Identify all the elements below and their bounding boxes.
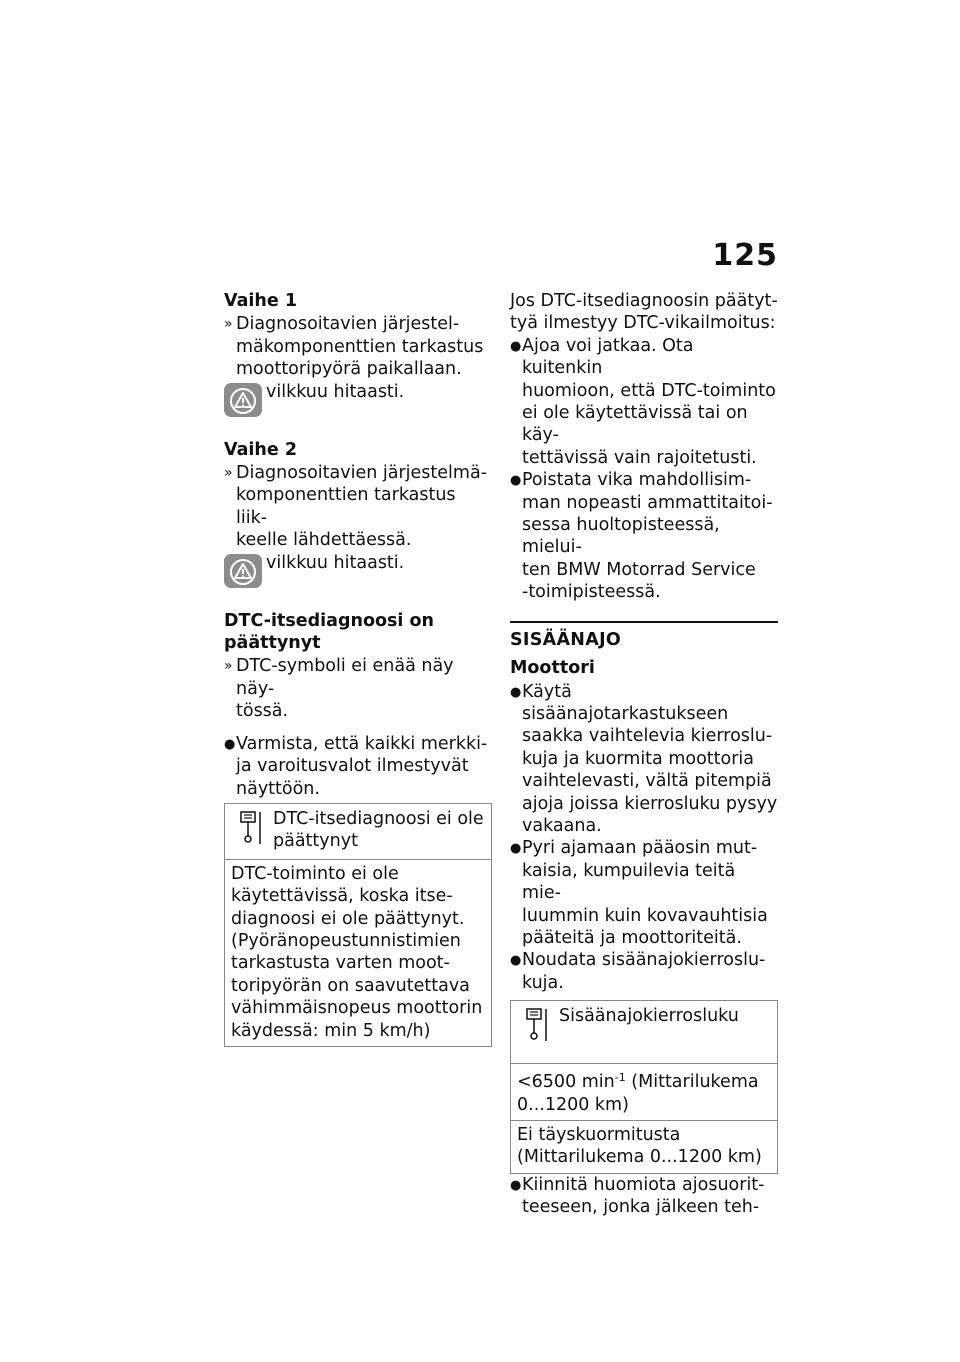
step1-icon-text: vilkkuu hitaasti. — [266, 381, 405, 402]
text-line: teeseen, jonka jälkeen teh- — [522, 1197, 760, 1218]
text-line: päättynyt — [224, 633, 321, 654]
text-line: päättynyt — [273, 831, 358, 852]
engine-spec-icon — [525, 1007, 549, 1049]
text-line: sessa huoltopisteessä, mielui- — [522, 515, 720, 558]
section-title: SISÄÄNAJO — [510, 629, 622, 650]
text-line: Varmista, että kaikki merkki- — [236, 733, 488, 754]
text-line: diagnoosi ei ole päättynyt. — [231, 908, 465, 929]
runin-rpm-box — [510, 1000, 778, 1174]
text-line: kuja ja kuormita moottoria — [522, 748, 754, 769]
text-line: keelle lähdettäessä. — [236, 530, 412, 551]
text-line: tettävissä vain rajoitetusti. — [522, 447, 757, 468]
dtc-info-box — [224, 803, 492, 1047]
step2-result-text — [236, 462, 492, 552]
done-bullet-text — [236, 733, 492, 800]
text-line: pääteitä ja moottoriteitä. — [522, 927, 742, 948]
rpm-limit-range: 0...1200 km) — [517, 1094, 629, 1115]
runin-bullet-1-text — [522, 681, 778, 838]
done-title — [224, 610, 492, 655]
dtc-fault-intro — [510, 290, 778, 335]
text-line: ei ole käytettävissä tai on käy- — [522, 403, 748, 446]
runin-box-row-2 — [511, 1121, 777, 1173]
text-line: ajoja joissa kierrosluku pysyy — [522, 793, 778, 814]
text-line: Jos DTC-itsediagnoosin päätyt- — [510, 291, 778, 311]
text-line: tyä ilmestyy DTC-vikailmoitus: — [510, 313, 776, 334]
text-line: näyttöön. — [236, 778, 320, 799]
text-line: DTC-symboli ei enää näy näy- — [236, 656, 454, 699]
text-line: käytettävissä, koska itse- — [231, 886, 453, 907]
text-line: Ei täyskuormitusta — [517, 1125, 681, 1145]
text-line: ten BMW Motorrad Service — [522, 559, 756, 580]
fault-bullet-1 — [510, 335, 778, 469]
text-line: man nopeasti ammattitaitoi- — [522, 492, 773, 513]
text-line: Käytä sisäänajotarkastukseen — [522, 681, 729, 724]
text-line: tössä. — [236, 701, 289, 722]
step2-title: Vaihe 2 — [224, 439, 297, 460]
text-line: huomioon, että DTC-toiminto — [522, 380, 776, 401]
bullet-dot-icon: ● — [224, 736, 236, 752]
fault-bullet-2 — [510, 469, 778, 603]
text-line: kuja. — [522, 972, 564, 993]
page-number: 125 — [712, 238, 778, 273]
bullet-dot-icon: ● — [510, 473, 522, 489]
warning-triangle-icon — [224, 554, 262, 588]
text-line: Diagnosoitavien järjestel- — [236, 314, 460, 335]
section-divider — [510, 621, 778, 651]
text-line: kaisia, kumpuilevia teitä mie- — [522, 860, 736, 904]
text-line: moottoripyörä paikallaan. — [236, 359, 462, 380]
rpm-unit-exponent: -1 — [614, 1071, 626, 1085]
runin-bullet-1 — [510, 681, 778, 838]
dtc-box-header-text — [273, 808, 485, 853]
step1-result — [224, 313, 492, 380]
runin-bullet-4-text — [522, 1174, 778, 1219]
text-line: DTC-toiminto ei ole — [231, 863, 399, 884]
text-line: vaihtelevasti, vältä pitempiä — [522, 771, 772, 792]
text-line: ja varoitusvalot ilmestyvät — [236, 756, 469, 777]
runin-bullet-2-text — [522, 837, 778, 949]
rpm-limit-value: <6500 min — [517, 1072, 615, 1093]
done-bullet — [224, 733, 492, 800]
fault-bullet-1-text — [522, 335, 778, 469]
done-result-text — [236, 655, 492, 722]
step1-result-text — [236, 313, 492, 380]
warning-triangle-icon — [224, 383, 262, 417]
runin-bullet-3 — [510, 949, 778, 994]
text-line: tarkastusta varten moot- — [231, 953, 450, 974]
text-line: DTC-itsediagnoosi ei ole — [273, 808, 484, 829]
engine-spec-icon — [239, 810, 263, 852]
step1-icon-line — [224, 381, 492, 425]
result-arrow-icon: » — [224, 465, 233, 482]
text-line: Noudata sisäänajokierroslu- — [522, 950, 766, 971]
rpm-limit-note: (Mittarilukema — [625, 1072, 759, 1093]
runin-box-header-text: Sisäänajokierrosluku — [559, 1006, 739, 1027]
text-line: DTC-itsediagnoosi on — [224, 610, 434, 631]
text-line: luummin kuin kovavauhtisia — [522, 905, 768, 926]
bullet-dot-icon: ● — [510, 953, 522, 969]
subsection-title: Moottori — [510, 658, 595, 679]
text-line: Diagnosoitavien järjestelmä- — [236, 463, 487, 484]
step2-icon-text: vilkkuu hitaasti. — [266, 552, 405, 573]
fault-bullet-2-text — [522, 469, 778, 603]
bullet-dot-icon: ● — [510, 338, 522, 354]
text-line: Ajoa voi jatkaa. Ota kuitenkin — [522, 335, 694, 379]
text-line: (Mittarilukema 0...1200 km) — [517, 1147, 762, 1168]
step2-result — [224, 462, 492, 552]
step2-icon-line — [224, 552, 492, 596]
right-column — [510, 290, 778, 1219]
text-line: vakaana. — [522, 815, 602, 836]
runin-bullet-2 — [510, 837, 778, 949]
text-line: (Pyöränopeustunnistimien — [231, 930, 461, 951]
text-line: komponenttien tarkastus liik- — [236, 485, 456, 528]
runin-bullet-3-text — [522, 949, 778, 994]
text-line: saakka vaihtelevia kierroslu- — [522, 726, 773, 747]
text-line: vähimmäisnopeus moottorin — [231, 998, 483, 1019]
left-column — [224, 290, 492, 1047]
bullet-dot-icon: ● — [510, 1177, 522, 1193]
runin-bullet-4 — [510, 1174, 778, 1219]
step1-title: Vaihe 1 — [224, 291, 297, 311]
text-line: toripyörän on saavutettava — [231, 975, 470, 996]
text-line: mäkomponenttien tarkastus — [236, 336, 484, 357]
text-line: -toimipisteessä. — [522, 582, 661, 603]
text-line: Pyri ajamaan pääosin mut- — [522, 838, 758, 859]
dtc-box-header — [225, 804, 491, 860]
dtc-box-body — [225, 860, 491, 1046]
result-arrow-icon: » — [224, 658, 233, 675]
bullet-dot-icon: ● — [510, 841, 522, 857]
runin-box-row-1 — [511, 1064, 777, 1121]
runin-box-header — [511, 1001, 777, 1064]
text-line: käydessä: min 5 km/h) — [231, 1020, 431, 1041]
done-result — [224, 655, 492, 722]
bullet-dot-icon: ● — [510, 684, 522, 700]
text-line: Poistata vika mahdollisim- — [522, 470, 752, 491]
text-line: Kiinnitä huomiota ajosuorit- — [522, 1174, 765, 1195]
result-arrow-icon: » — [224, 316, 233, 333]
